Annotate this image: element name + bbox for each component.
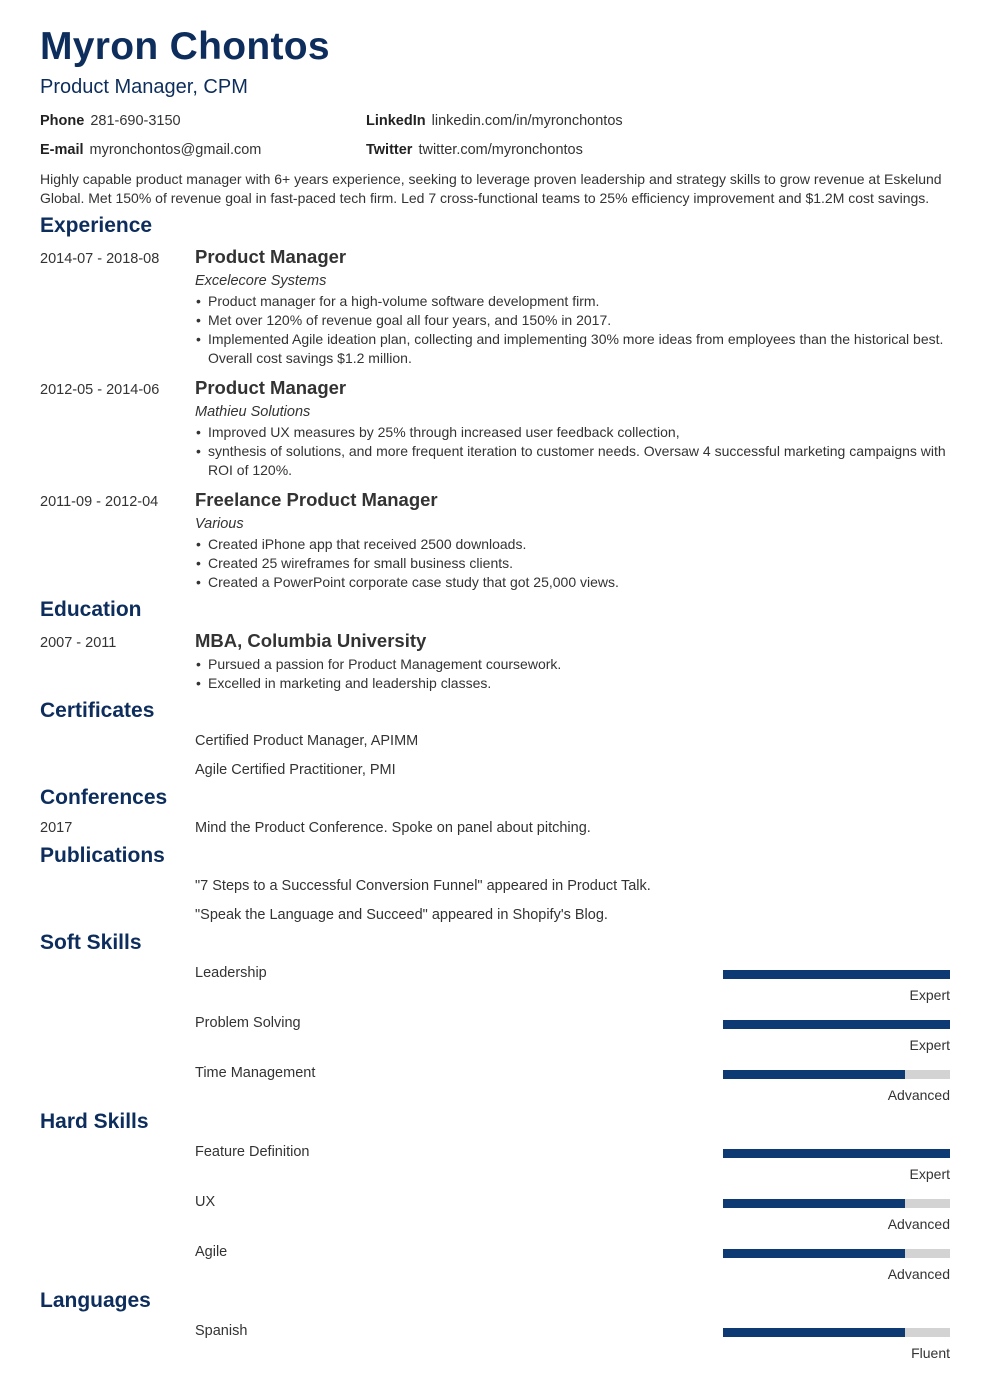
skill-name: Problem Solving <box>195 1015 301 1031</box>
section-heading-certificates: Certificates <box>40 699 155 722</box>
section-heading-education: Education <box>40 598 142 621</box>
contact-twitter-label: Twitter <box>366 142 413 158</box>
skill-name: UX <box>195 1194 216 1210</box>
job-title: Freelance Product Manager <box>195 489 438 510</box>
bullet-item: • synthesis of solutions, and more frequent iteration to customer needs. Oversaw 4 successful marketing campaigns with ROI of 120%. <box>195 442 950 480</box>
section-heading-soft-skills: Soft Skills <box>40 931 142 954</box>
job-bullets <box>195 292 950 368</box>
contact-twitter-value: twitter.com/myronchontos <box>418 142 583 158</box>
conference-year: 2017 <box>40 820 73 836</box>
publication-item: "Speak the Language and Succeed" appeared in Shopify's Blog. <box>195 907 608 923</box>
section-heading-publications: Publications <box>40 844 165 867</box>
contact-phone-label: Phone <box>40 113 85 129</box>
education-bullets <box>195 655 950 693</box>
skill-level: Expert <box>909 987 950 1003</box>
job-title: Product Manager <box>195 246 347 267</box>
bullet-item: • Met over 120% of revenue goal all four years, and 150% in 2017. <box>195 311 950 330</box>
skill-level: Advanced <box>887 1216 950 1232</box>
skill-level: Expert <box>909 1166 950 1182</box>
skill-bar-fill <box>723 970 950 979</box>
skill-name: Leadership <box>195 965 267 981</box>
skill-name: Feature Definition <box>195 1144 310 1160</box>
education-dates: 2007 - 2011 <box>40 635 117 651</box>
bullet-item: • Created iPhone app that received 2500 downloads. <box>195 535 950 554</box>
language-bar <box>723 1328 950 1337</box>
contact-linkedin-label: LinkedIn <box>366 113 426 129</box>
skill-bar <box>723 1070 950 1079</box>
contact-linkedin <box>366 112 623 130</box>
skill-bar-fill <box>723 1020 950 1029</box>
bullet-item: • Improved UX measures by 25% through increased user feedback collection, <box>195 423 950 442</box>
skill-bar <box>723 1249 950 1258</box>
contact-email-label: E-mail <box>40 142 84 158</box>
publication-item: "7 Steps to a Successful Conversion Funnel" appeared in Product Talk. <box>195 878 651 894</box>
section-heading-experience: Experience <box>40 214 153 237</box>
skill-bar <box>723 970 950 979</box>
bullet-item: • Created 25 wireframes for small business clients. <box>195 554 950 573</box>
skill-bar-fill <box>723 1199 905 1208</box>
contact-email-value: myronchontos@gmail.com <box>89 142 262 158</box>
job-company: Various <box>195 516 244 532</box>
skill-level: Expert <box>909 1037 950 1053</box>
language-name: Spanish <box>195 1323 248 1339</box>
section-heading-hard-skills: Hard Skills <box>40 1110 149 1133</box>
conference-item: Mind the Product Conference. Spoke on panel about pitching. <box>195 820 591 836</box>
candidate-name: Myron Chontos <box>40 25 330 68</box>
job-bullets <box>195 535 950 592</box>
job-dates: 2012-05 - 2014-06 <box>40 382 160 398</box>
job-dates: 2014-07 - 2018-08 <box>40 251 160 267</box>
candidate-title: Product Manager, CPM <box>40 76 248 98</box>
job-title: Product Manager <box>195 377 347 398</box>
job-bullets <box>195 423 950 480</box>
skill-level: Advanced <box>887 1087 950 1103</box>
job-company: Excelecore Systems <box>195 273 327 289</box>
language-bar-fill <box>723 1328 905 1337</box>
contact-phone <box>40 112 181 130</box>
certificate-item: Certified Product Manager, APIMM <box>195 733 419 749</box>
job-dates: 2011-09 - 2012-04 <box>40 494 159 510</box>
certificate-item: Agile Certified Practitioner, PMI <box>195 762 396 778</box>
professional-summary: Highly capable product manager with 6+ years experience, seeking to leverage proven leadership and strategy skills to grow revenue at Eskelund Global. Met 150% of revenue goal in fast-paced tech firm. Led 7 cross-functional teams to 25% efficiency improvement and $1.2M cost savings. <box>40 171 942 206</box>
bullet-item: • Created a PowerPoint corporate case study that got 25,000 views. <box>195 573 950 592</box>
skill-bar <box>723 1199 950 1208</box>
contact-twitter <box>366 141 583 159</box>
job-company: Mathieu Solutions <box>195 404 311 420</box>
bullet-item: • Excelled in marketing and leadership classes. <box>195 674 950 693</box>
section-heading-conferences: Conferences <box>40 786 168 809</box>
skill-bar-fill <box>723 1070 905 1079</box>
bullet-item: • Pursued a passion for Product Management coursework. <box>195 655 950 674</box>
bullet-item: • Product manager for a high-volume software development firm. <box>195 292 950 311</box>
bullet-item: • Implemented Agile ideation plan, collecting and implementing 30% more ideas from employees than the historical best. Overall cost savings $1.2 million. <box>195 330 950 368</box>
contact-email <box>40 141 261 159</box>
contact-linkedin-value: linkedin.com/in/myronchontos <box>431 113 623 129</box>
skill-bar-fill <box>723 1149 950 1158</box>
skill-name: Agile <box>195 1244 228 1260</box>
education-degree: MBA, Columbia University <box>195 630 427 651</box>
skill-name: Time Management <box>195 1065 316 1081</box>
skill-bar <box>723 1020 950 1029</box>
contact-phone-value: 281-690-3150 <box>90 113 181 129</box>
skill-bar <box>723 1149 950 1158</box>
section-heading-languages: Languages <box>40 1289 151 1312</box>
skill-bar-fill <box>723 1249 905 1258</box>
language-level: Fluent <box>911 1345 950 1361</box>
skill-level: Advanced <box>887 1266 950 1282</box>
